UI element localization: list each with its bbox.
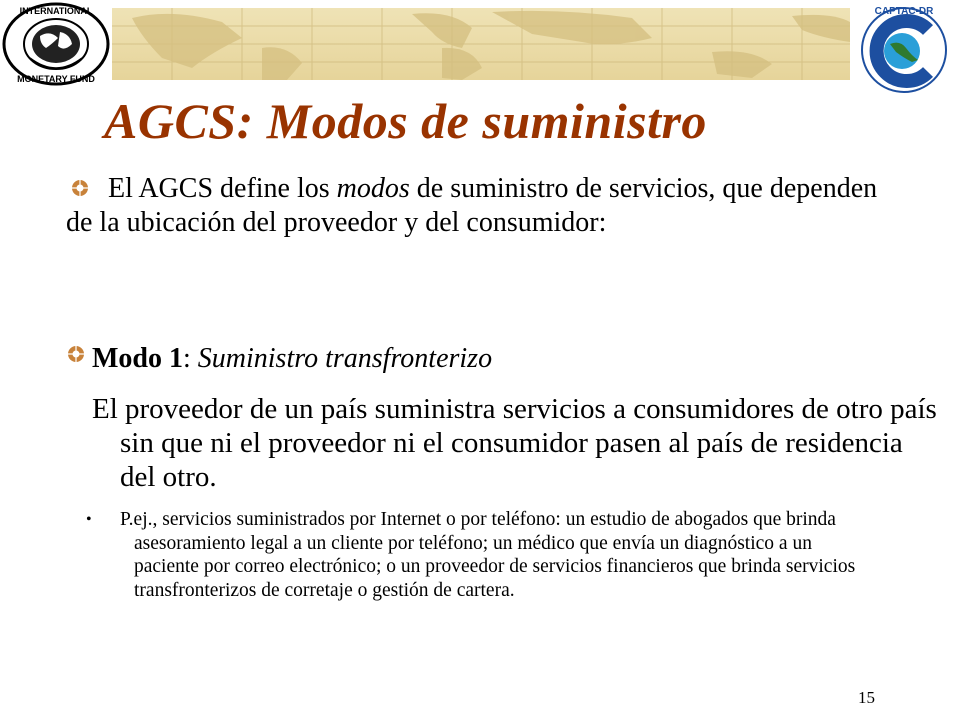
imf-seal-icon xyxy=(0,0,112,88)
bullet-agcs-modes xyxy=(66,172,896,240)
page-number: 15 xyxy=(858,688,875,707)
svg-text:INTERNATIONAL: INTERNATIONAL xyxy=(19,6,93,16)
header-map-banner xyxy=(112,8,850,80)
svg-text:MONETARY FUND: MONETARY FUND xyxy=(17,74,95,84)
mode-separator: : xyxy=(183,343,198,374)
slide-title: AGCS: Modos de suministro xyxy=(104,93,707,149)
bullet1-text-start: El AGCS define los xyxy=(108,173,337,204)
mode-description: El proveedor de un país suministra servicios a consumidores de otro país sin que ni el proveedor ni el consumidor pasen al país de residencia del otro. xyxy=(92,393,937,493)
bullet1-emphasis: modos xyxy=(336,173,410,204)
imf-logo xyxy=(0,0,112,88)
example-text-body: P.ej., servicios suministrados por Internet o por teléfono: un estudio de abogados que brinda asesoramiento legal a un cliente por teléfono; un médico que envía un diagnóstico a un paciente por correo electrónico; o un proveedor de servicios financieros que brinda servicios transfronterizos de corretaje o gestión de cartera. xyxy=(120,509,856,601)
example-text xyxy=(120,508,876,602)
example-sub-bullet xyxy=(86,508,876,602)
world-map-graphic xyxy=(112,8,850,80)
ring-bullet-icon xyxy=(66,344,86,364)
captac-logo-icon xyxy=(848,0,960,96)
bullet-modo-1 xyxy=(92,342,912,376)
svg-text:CAPTAC-DR: CAPTAC-DR xyxy=(874,6,934,17)
captac-dr-logo xyxy=(848,0,960,96)
mode-name: Suministro transfronterizo xyxy=(197,343,493,374)
sub-bullet-dot: • xyxy=(86,511,92,528)
bullet1-text-end: de suministro de servicios, que dependen de la ubicación del proveedor y del consumidor: xyxy=(66,173,878,238)
mode-label: Modo 1 xyxy=(92,343,183,374)
